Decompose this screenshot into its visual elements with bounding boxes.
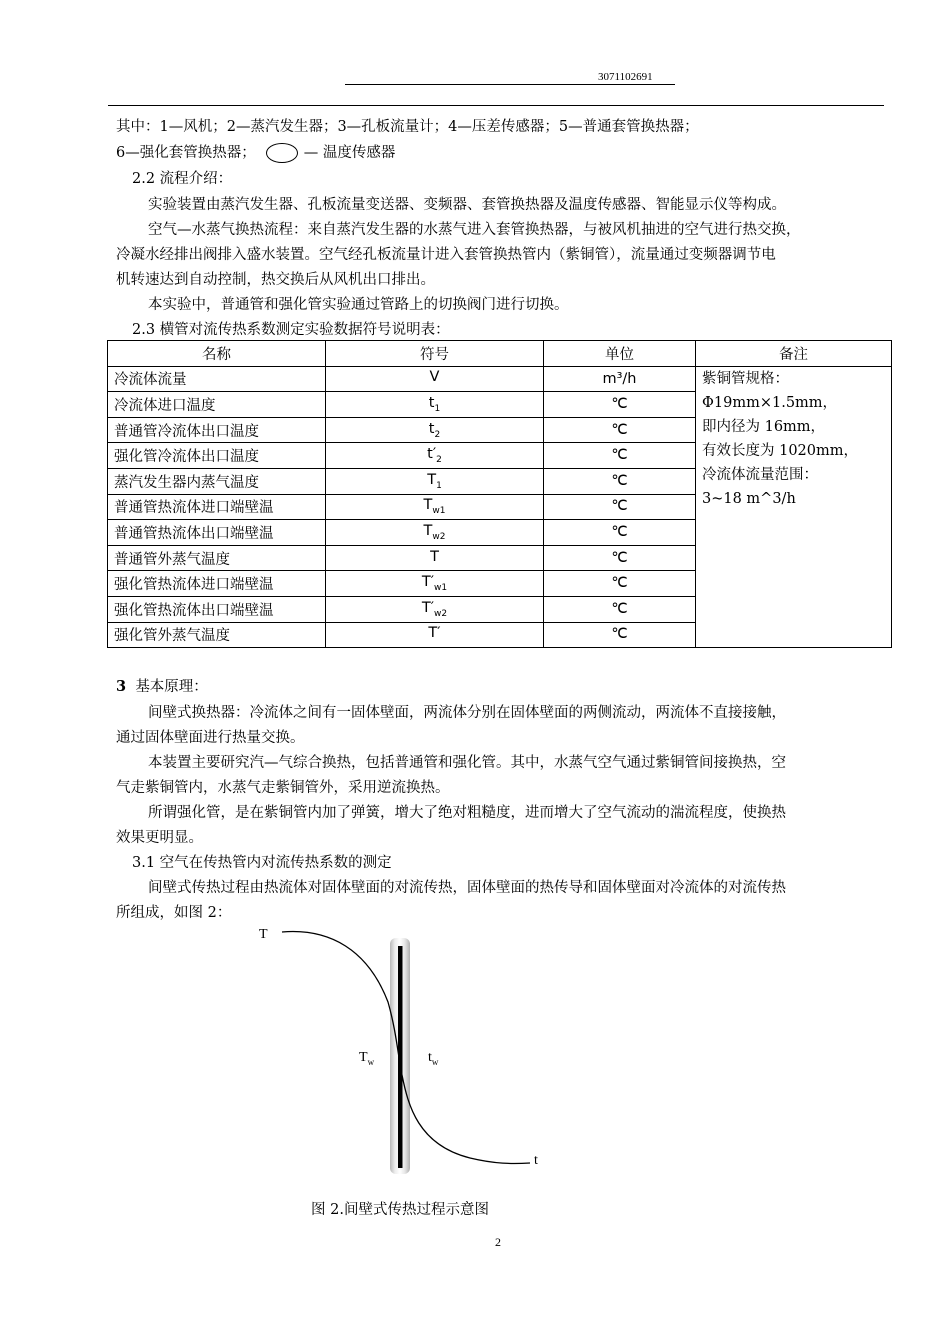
row-name: 冷流体进口温度 <box>108 392 326 418</box>
symbol-main: T <box>427 471 437 488</box>
row-name: 普通管热流体出口端壁温 <box>108 520 326 546</box>
section-2-2-p1: 实验装置由蒸汽发生器、孔板流量变送器、变频器、套管换热器及温度传感器、智能显示仪等构成。 <box>148 197 786 213</box>
row-unit: ℃ <box>544 443 696 469</box>
label-cold-fluid-temp: t <box>534 1153 538 1168</box>
section-2-2-p2-line1: 空气—水蒸气换热流程：来自蒸汽发生器的水蒸气进入套管换热器，与被风机抽进的空气进行热交换， <box>148 222 801 238</box>
symbol-sub: 1 <box>434 403 441 414</box>
section-3-title: 基本原理： <box>135 679 208 695</box>
symbol-main: T <box>423 497 433 514</box>
header-doc-id: 3071102691 <box>598 71 653 83</box>
row-unit: ℃ <box>544 417 696 443</box>
figure-caption: 图 2.间壁式传热过程示意图 <box>311 1202 489 1218</box>
row-unit: ℃ <box>544 520 696 546</box>
section-2-3-title: 2.3 横管对流传热系数测定实验数据符号说明表： <box>132 322 450 338</box>
row-unit: m³/h <box>544 366 696 392</box>
note-line: Φ19mm×1.5mm， <box>702 394 838 411</box>
note-line: 即内径为 16mm， <box>702 418 826 435</box>
row-name: 强化管冷流体出口温度 <box>108 443 326 469</box>
section-2-2-p2-line3: 机转速达到自动控制，热交换后从风机出口排出。 <box>116 272 435 288</box>
row-unit: ℃ <box>544 545 696 571</box>
symbol-sub: w2 <box>432 531 446 542</box>
symbol-main: T′ <box>428 625 441 642</box>
row-unit: ℃ <box>544 571 696 597</box>
symbol-main: T <box>423 523 433 539</box>
row-name: 普通管热流体进口端壁温 <box>108 494 326 520</box>
symbol-sub: w1 <box>432 506 446 517</box>
note-line: 冷流体流量范围： <box>702 466 818 483</box>
section-3-p1-line2: 通过固体壁面进行热量交换。 <box>116 730 305 746</box>
label-cold-wall-sub: w <box>431 1056 439 1067</box>
symbol-sub: 2 <box>436 455 442 466</box>
table-header-row <box>108 341 892 367</box>
section-3-p3-line1: 所谓强化管，是在紫铜管内加了弹簧，增大了绝对粗糙度，进而增大了空气流动的湍流程度，使换热 <box>148 805 786 821</box>
header-rule-short <box>345 84 675 85</box>
page-number: 2 <box>495 1235 501 1249</box>
symbol-main: T′ <box>421 574 435 591</box>
header-rule <box>108 105 884 106</box>
label-hot-wall-main: T <box>359 1050 368 1065</box>
table-header-unit: 单位 <box>544 341 696 367</box>
row-unit: ℃ <box>544 494 696 520</box>
section-2-2-p3: 本实验中，普通管和强化管实验通过管路上的切换阀门进行切换。 <box>148 297 569 313</box>
note-cell <box>696 366 892 648</box>
section-3-p2-line2: 气走紫铜管内，水蒸气走紫铜管外，采用逆流换热。 <box>116 780 450 796</box>
section-3-p1-line1: 间壁式换热器：冷流体之间有一固体壁面，两流体分别在固体壁面的两侧流动，两流体不直接接触， <box>148 705 786 721</box>
row-unit: ℃ <box>544 596 696 622</box>
section-3-1-title: 3.1 空气在传热管内对流传热系数的测定 <box>132 855 392 871</box>
legend-line-2-text: 6—强化套管换热器； <box>116 145 256 161</box>
row-symbol <box>326 443 544 469</box>
row-name: 强化管热流体出口端壁温 <box>108 596 326 622</box>
symbol-main: V <box>429 369 440 386</box>
symbol-sub: w2 <box>434 608 448 619</box>
row-symbol <box>326 366 544 392</box>
row-name: 冷流体流量 <box>108 366 326 392</box>
section-2-2-title: 2.2 流程介绍： <box>132 171 233 187</box>
note-line: 紫铜管规格： <box>702 370 789 387</box>
section-3-p4-line2: 所组成，如图 2： <box>116 905 232 921</box>
section-3-p4-line1: 间壁式传热过程由热流体对固体壁面的对流传热，固体壁面的热传导和固体壁面对冷流体的对流传热 <box>148 880 786 896</box>
section-2-2-p2-line2: 冷凝水经排出阀排入盛水装置。空气经孔板流量计进入套管换热管内（紫铜管），流量通过变频器调节电 <box>116 247 776 263</box>
table-header-name: 名称 <box>108 341 326 367</box>
row-name: 强化管外蒸气温度 <box>108 622 326 648</box>
symbol-main: T <box>430 548 439 565</box>
section-3-p2-line1: 本装置主要研究汽—气综合换热，包括普通管和强化管。其中，水蒸气空气通过紫铜管间接换热，空 <box>148 755 786 771</box>
symbol-sub: 1 <box>436 480 442 491</box>
row-symbol <box>326 545 544 571</box>
section-3-heading <box>116 677 208 697</box>
row-symbol <box>326 622 544 648</box>
label-hot-wall-sub: w <box>367 1056 375 1067</box>
row-name: 强化管热流体进口端壁温 <box>108 571 326 597</box>
table-row <box>108 366 892 392</box>
row-symbol <box>326 494 544 520</box>
section-3-number: 3 <box>116 678 127 695</box>
label-cold-wall-main: t <box>428 1050 432 1065</box>
label-cold-wall-temp <box>428 1050 438 1067</box>
row-unit: ℃ <box>544 392 696 418</box>
row-name: 蒸汽发生器内蒸气温度 <box>108 468 326 494</box>
heat-transfer-diagram <box>250 920 560 1190</box>
section-3-p3-line2: 效果更明显。 <box>116 830 203 846</box>
symbol-sub: w1 <box>434 583 448 594</box>
label-hot-fluid-temp: T <box>259 927 268 942</box>
legend-sensor-label: — 温度传感器 <box>303 145 396 161</box>
row-symbol <box>326 571 544 597</box>
note-line: 3~18 m^3/h <box>702 490 796 507</box>
symbol-main: t <box>428 395 435 412</box>
legend-line-1: 其中：1—风机；2—蒸汽发生器；3—孔板流量计；4—压差传感器；5—普通套管换热器； <box>116 119 699 135</box>
row-symbol <box>326 417 544 443</box>
row-symbol <box>326 468 544 494</box>
table-header-symbol: 符号 <box>326 341 544 367</box>
row-unit: ℃ <box>544 622 696 648</box>
row-symbol <box>326 520 544 546</box>
row-name: 普通管外蒸气温度 <box>108 545 326 571</box>
note-line: 有效长度为 1020mm， <box>702 442 859 459</box>
symbol-table <box>107 340 892 648</box>
symbol-sub: 2 <box>434 429 441 440</box>
row-symbol <box>326 596 544 622</box>
symbol-main: t <box>428 420 435 437</box>
temperature-sensor-icon <box>266 143 298 163</box>
symbol-main: t′ <box>427 446 437 463</box>
legend-line-2 <box>116 143 395 163</box>
symbol-main: T′ <box>421 599 435 616</box>
row-name: 普通管冷流体出口温度 <box>108 417 326 443</box>
table-header-note: 备注 <box>696 341 892 367</box>
row-unit: ℃ <box>544 468 696 494</box>
label-hot-wall-temp <box>359 1050 374 1067</box>
row-symbol <box>326 392 544 418</box>
